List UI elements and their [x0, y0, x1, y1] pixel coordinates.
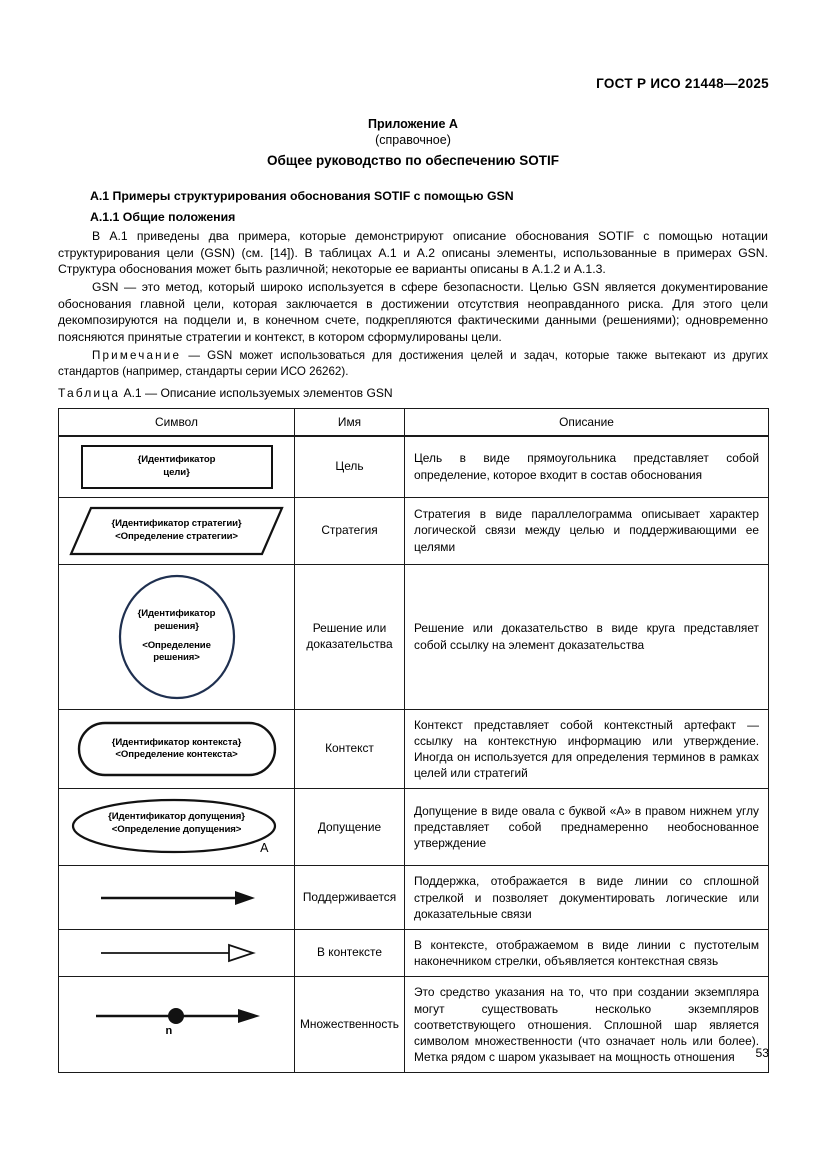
solution-label-line-1: {Идентификатор [137, 608, 216, 620]
element-name-supported-by: Поддерживается [295, 866, 405, 930]
table-row [59, 497, 769, 564]
element-name-assumption: Допущение [295, 789, 405, 866]
table-caption [58, 386, 393, 400]
symbol-cell-multiplicity [59, 977, 295, 1073]
strategy-parallelogram-icon [65, 506, 288, 556]
annex-title: Приложение А [368, 117, 458, 131]
context-label-line-2: <Определение контекста> [115, 748, 238, 760]
symbol-cell-goal [59, 436, 295, 498]
symbol-cell-strategy [59, 497, 295, 564]
heading-a1-1: А.1.1 Общие положения [90, 210, 236, 224]
element-description-strategy: Стратегия в виде параллелограмма описывает характер логической связи между целью и поддерживающими ее целями [405, 497, 769, 564]
gsn-elements-table [58, 408, 769, 1073]
strategy-label-line-1: {Идентификатор стратегии} [111, 518, 242, 530]
heading-a1: А.1 Примеры структурирования обоснования SOTIF с помощью GSN [90, 189, 514, 203]
table-caption-title: — Описание используемых элементов GSN [145, 386, 393, 400]
solution-label-line-2: решения} [154, 620, 199, 632]
table-row [59, 789, 769, 866]
column-header-symbol: Символ [59, 409, 295, 436]
table-header-row [59, 409, 769, 436]
paragraph-2: GSN — это метод, который широко используется в сфере безопасности. Целью GSN является документирование обоснования главной цели, которая заключается в достижении отсутствия неоправданного риска. Для этого цели декомпозируются на подцели и, в конечном счете, подкрепляются фактическими данными (решениями); одновременно поясняются принятые стратегии и контекст, в котором сформулированы цели. [58, 280, 768, 344]
note-label: Примечание [92, 349, 182, 362]
symbol-cell-context [59, 709, 295, 789]
assumption-marker-a: A [260, 841, 269, 856]
element-name-multiplicity: Множественность [295, 977, 405, 1073]
element-description-goal: Цель в виде прямоугольника представляет собой определение, которое входит в состав обоснования [405, 436, 769, 498]
table-row [59, 709, 769, 789]
table-row [59, 977, 769, 1073]
assumption-label-line-1: {Идентификатор допущения} [108, 811, 245, 823]
table-row [59, 436, 769, 498]
solution-label-line-3: <Определение [142, 640, 211, 651]
element-name-strategy: Стратегия [295, 497, 405, 564]
element-description-assumption: Допущение в виде овала с буквой «А» в правом нижнем углу представляет собой преднамеренно необоснованное утверждение [405, 789, 769, 866]
context-stadium-icon [65, 721, 288, 777]
multiplicity-arrow-icon [65, 1005, 288, 1045]
element-name-solution: Решение или доказательства [295, 564, 405, 709]
element-description-multiplicity: Это средство указания на то, что при создании экземпляра могут существовать несколько экземпляров соответствующего отношения. Сплошной шар является символом множественности (что означает ноль или более). Метка рядом с шаром указывает на мощность отношения [405, 977, 769, 1073]
element-name-in-context-of: В контексте [295, 929, 405, 976]
document-header-standard-id: ГОСТ Р ИСО 21448—2025 [596, 76, 769, 91]
element-name-context: Контекст [295, 709, 405, 789]
column-header-description: Описание [405, 409, 769, 436]
element-name-goal: Цель [295, 436, 405, 498]
column-header-name: Имя [295, 409, 405, 436]
table-row [59, 866, 769, 930]
strategy-label-line-2: <Определение стратегии> [115, 530, 238, 542]
goal-rectangle-icon [65, 445, 288, 489]
page-number: 53 [755, 1046, 769, 1060]
solution-circle-icon [65, 573, 288, 701]
element-description-solution: Решение или доказательство в виде круга представляет собой ссылку на элемент доказательства [405, 564, 769, 709]
paragraph-1: В А.1 приведены два примера, которые демонстрируют описание обоснования SOTIF с помощью нотации структурирования цели (GSN) (см. [14]). В таблицах А.1 и А.2 описаны элементы, использованные в примерах GSN. Структура обоснования может быть различной; некоторые ее варианты описаны в А.1.2 и А.1.3. [58, 229, 768, 277]
symbol-cell-solution [59, 564, 295, 709]
element-description-in-context-of: В контексте, отображаемом в виде линии с пустотелым наконечником стрелки, объявляется контекстная связь [405, 929, 769, 976]
note-text: — GSN может использоваться для достижения целей и задач, которые также вытекают из других стандартов (например, стандарты серии ИСО 26262). [58, 349, 768, 379]
symbol-cell-assumption [59, 789, 295, 866]
annex-section-title: Общее руководство по обеспечению SOTIF [267, 153, 559, 168]
assumption-ellipse-icon [65, 797, 288, 857]
assumption-label-line-2: <Определение допущения> [111, 823, 242, 835]
annex-heading-block [58, 116, 768, 148]
element-description-context: Контекст представляет собой контекстный артефакт — ссылку на контекстную информацию или утверждение. Иногда он используется для определения терминов в рамках целей или стратегий [405, 709, 769, 789]
solid-arrow-icon [65, 886, 288, 910]
element-description-supported-by: Поддержка, отображается в виде линии со сплошной стрелкой и позволяет документировать логические или доказательные связи [405, 866, 769, 930]
table-row [59, 564, 769, 709]
context-label-line-1: {Идентификатор контекста} [111, 736, 242, 748]
symbol-cell-supported-by [59, 866, 295, 930]
hollow-arrow-icon [65, 941, 288, 965]
goal-label-line-2: цели} [163, 466, 190, 478]
table-caption-label: Таблица [58, 386, 121, 400]
table-caption-number: А.1 [123, 386, 142, 400]
solution-label-line-4: решения> [153, 652, 200, 664]
annex-subtitle: (справочное) [375, 133, 451, 147]
note-block [58, 348, 768, 381]
multiplicity-cardinality-label: n [165, 1024, 173, 1037]
symbol-cell-in-context-of [59, 929, 295, 976]
table-row [59, 929, 769, 976]
goal-label-line-1: {Идентификатор [137, 454, 216, 466]
